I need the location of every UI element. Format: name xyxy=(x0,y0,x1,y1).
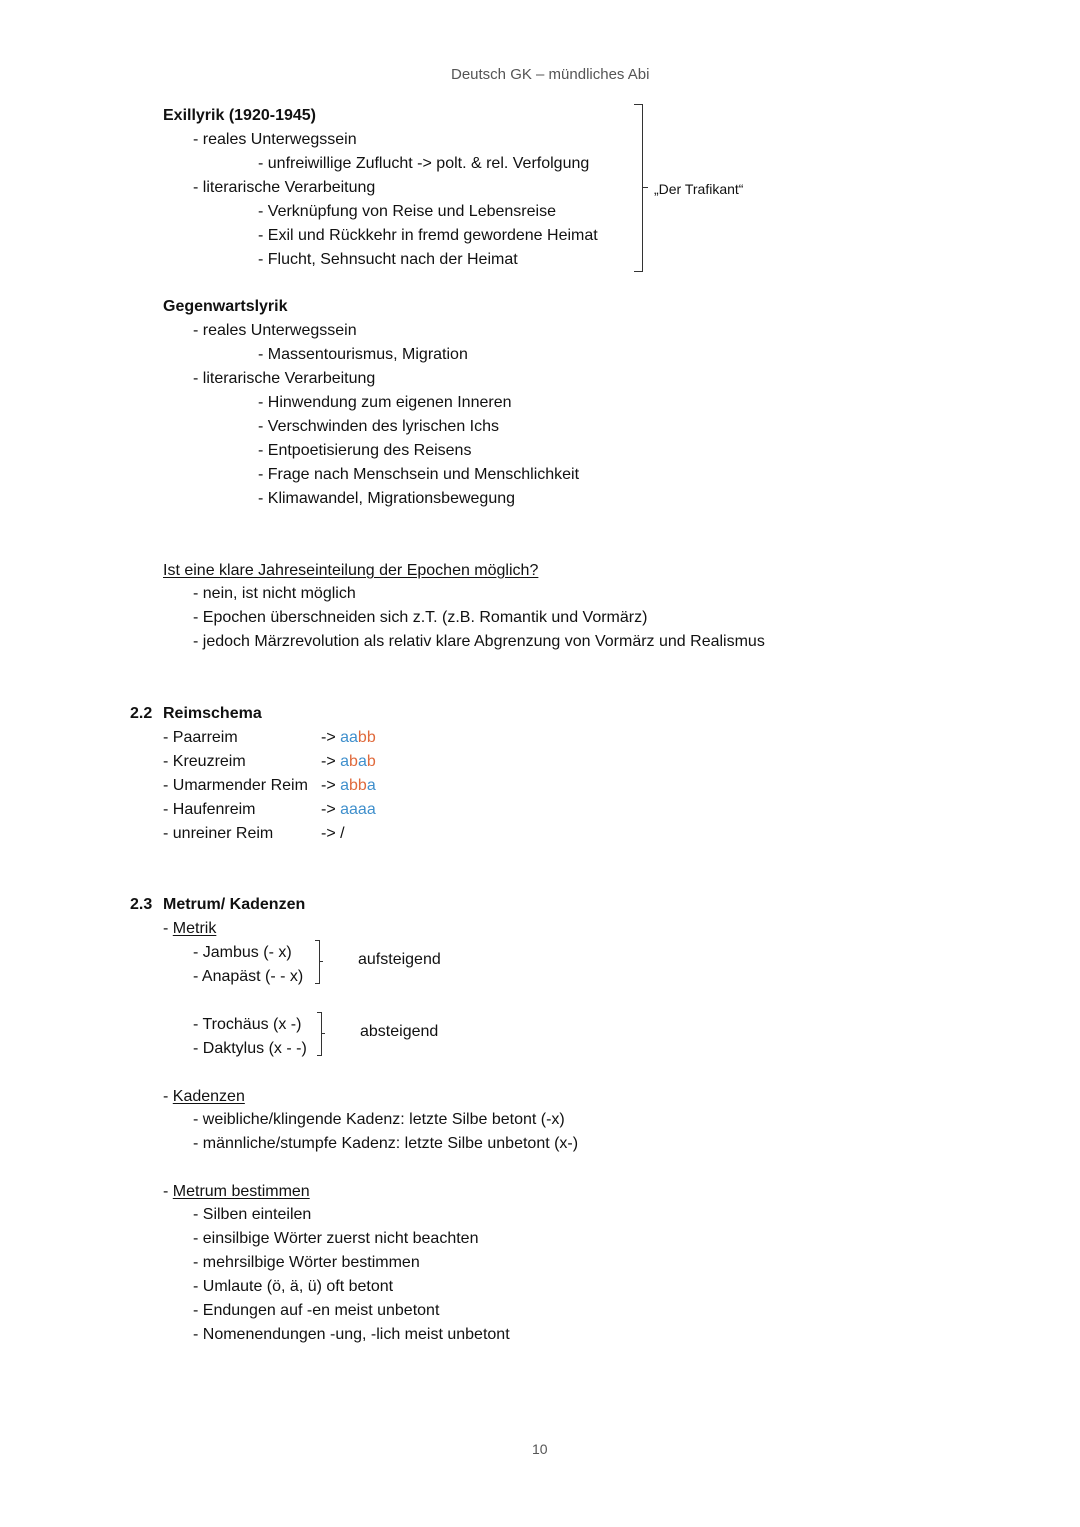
kadenzen-label: Kadenzen xyxy=(172,1088,245,1105)
gegenwart-line: - reales Unterwegssein xyxy=(193,322,357,339)
bestimmen-line: - Silben einteilen xyxy=(193,1206,312,1223)
gegenwart-line: - Frage nach Menschsein und Menschlichkeit xyxy=(258,466,580,483)
reim-arrow: -> xyxy=(321,801,336,818)
gegenwart-line: - Verschwinden des lyrischen Ichs xyxy=(258,418,499,435)
bestimmen-dash: - xyxy=(163,1183,169,1200)
exil-line: - Verknüpfung von Reise und Lebensreise xyxy=(258,203,556,220)
rhyme-a: a xyxy=(340,753,350,770)
versfuss-line: - Daktylus (x - -) xyxy=(193,1040,307,1057)
reim-name: - Haufenreim xyxy=(163,801,256,818)
rhyme-a: aaaa xyxy=(340,801,376,818)
versfuss-line: - Trochäus (x -) xyxy=(193,1016,302,1033)
exil-bracket-tick xyxy=(642,187,648,188)
trafikant-note: „Der Trafikant“ xyxy=(654,181,744,197)
bestimmen-line: - Nomenendungen -ung, -lich meist unbetont xyxy=(193,1326,510,1343)
reim-scheme xyxy=(321,728,376,748)
kadenz-line: - weibliche/klingende Kadenz: letzte Silbe betont (-x) xyxy=(193,1111,565,1128)
exil-line: - literarische Verarbeitung xyxy=(193,179,376,196)
reim-scheme xyxy=(321,752,376,772)
rhyme-a: a xyxy=(340,777,350,794)
epochen-line: - jedoch Märzrevolution als relativ klare Abgrenzung von Vormärz und Realismus xyxy=(193,633,765,650)
reim-scheme xyxy=(321,776,376,796)
gegenwart-line: - Hinwendung zum eigenen Inneren xyxy=(258,394,512,411)
reim-name: - Kreuzreim xyxy=(163,753,246,770)
metrik-dash: - xyxy=(163,920,169,937)
reim-arrow: -> xyxy=(321,729,336,746)
aufsteigend-label: aufsteigend xyxy=(358,951,441,968)
rhyme-a: aa xyxy=(340,729,358,746)
metrik-heading xyxy=(163,919,216,939)
rhyme-a: a xyxy=(366,777,376,794)
gegenwart-line: - Klimawandel, Migrationsbewegung xyxy=(258,490,516,507)
kadenzen-dash: - xyxy=(163,1088,169,1105)
reimschema-title: Reimschema xyxy=(163,705,262,722)
reim-arrow: -> xyxy=(321,825,336,842)
absteigend-label: absteigend xyxy=(360,1023,439,1040)
bestimmen-heading xyxy=(163,1182,310,1202)
exil-line: - reales Unterwegssein xyxy=(193,131,357,148)
gegenwart-line: - Entpoetisierung des Reisens xyxy=(258,442,472,459)
epochen-line: - Epochen überschneiden sich z.T. (z.B. Romantik und Vormärz) xyxy=(193,609,648,626)
page-header: Deutsch GK – mündliches Abi xyxy=(451,66,650,83)
kadenzen-heading xyxy=(163,1087,245,1107)
rhyme-b: bb xyxy=(357,729,376,746)
aufsteigend-bracket-tick xyxy=(319,961,323,962)
reim-name: - unreiner Reim xyxy=(163,825,274,842)
rhyme-b: bb xyxy=(349,777,367,794)
epochen-question: Ist eine klare Jahreseinteilung der Epochen möglich? xyxy=(163,562,539,579)
aufsteigend-bracket xyxy=(315,940,320,984)
exil-line: - Flucht, Sehnsucht nach der Heimat xyxy=(258,251,518,268)
exillyrik-title: Exillyrik (1920-1945) xyxy=(163,107,316,124)
epochen-line: - nein, ist nicht möglich xyxy=(193,585,356,602)
rhyme-none: / xyxy=(340,825,345,842)
rhyme-a: a xyxy=(357,753,367,770)
reim-arrow: -> xyxy=(321,777,336,794)
gegenwart-line: - literarische Verarbeitung xyxy=(193,370,376,387)
bestimmen-line: - einsilbige Wörter zuerst nicht beachten xyxy=(193,1230,479,1247)
exil-line: - unfreiwillige Zuflucht -> polt. & rel. Verfolgung xyxy=(258,155,590,172)
section-number: 2.3 xyxy=(130,896,153,913)
bestimmen-line: - mehrsilbige Wörter bestimmen xyxy=(193,1254,420,1271)
reim-name: - Paarreim xyxy=(163,729,238,746)
reim-name: - Umarmender Reim xyxy=(163,777,308,794)
gegenwart-line: - Massentourismus, Migration xyxy=(258,346,468,363)
metrik-label: Metrik xyxy=(172,920,217,937)
bestimmen-label: Metrum bestimmen xyxy=(172,1183,310,1200)
versfuss-line: - Jambus (- x) xyxy=(193,944,292,961)
absteigend-bracket xyxy=(317,1012,322,1056)
gegenwartslyrik-title: Gegenwartslyrik xyxy=(163,298,288,315)
section-number: 2.2 xyxy=(130,705,153,722)
exil-line: - Exil und Rückkehr in fremd gewordene Heimat xyxy=(258,227,598,244)
bestimmen-line: - Endungen auf -en meist unbetont xyxy=(193,1302,440,1319)
versfuss-line: - Anapäst (- - x) xyxy=(193,968,304,985)
absteigend-bracket-tick xyxy=(321,1033,325,1034)
bestimmen-line: - Umlaute (ö, ä, ü) oft betont xyxy=(193,1278,394,1295)
reim-arrow: -> xyxy=(321,753,336,770)
rhyme-b: b xyxy=(349,753,358,770)
page-number: 10 xyxy=(532,1441,548,1457)
kadenz-line: - männliche/stumpfe Kadenz: letzte Silbe unbetont (x-) xyxy=(193,1135,579,1152)
rhyme-b: b xyxy=(366,753,376,770)
reim-scheme xyxy=(321,800,376,820)
metrum-title: Metrum/ Kadenzen xyxy=(163,896,306,913)
exil-bracket xyxy=(634,104,643,272)
reim-scheme xyxy=(321,824,345,844)
